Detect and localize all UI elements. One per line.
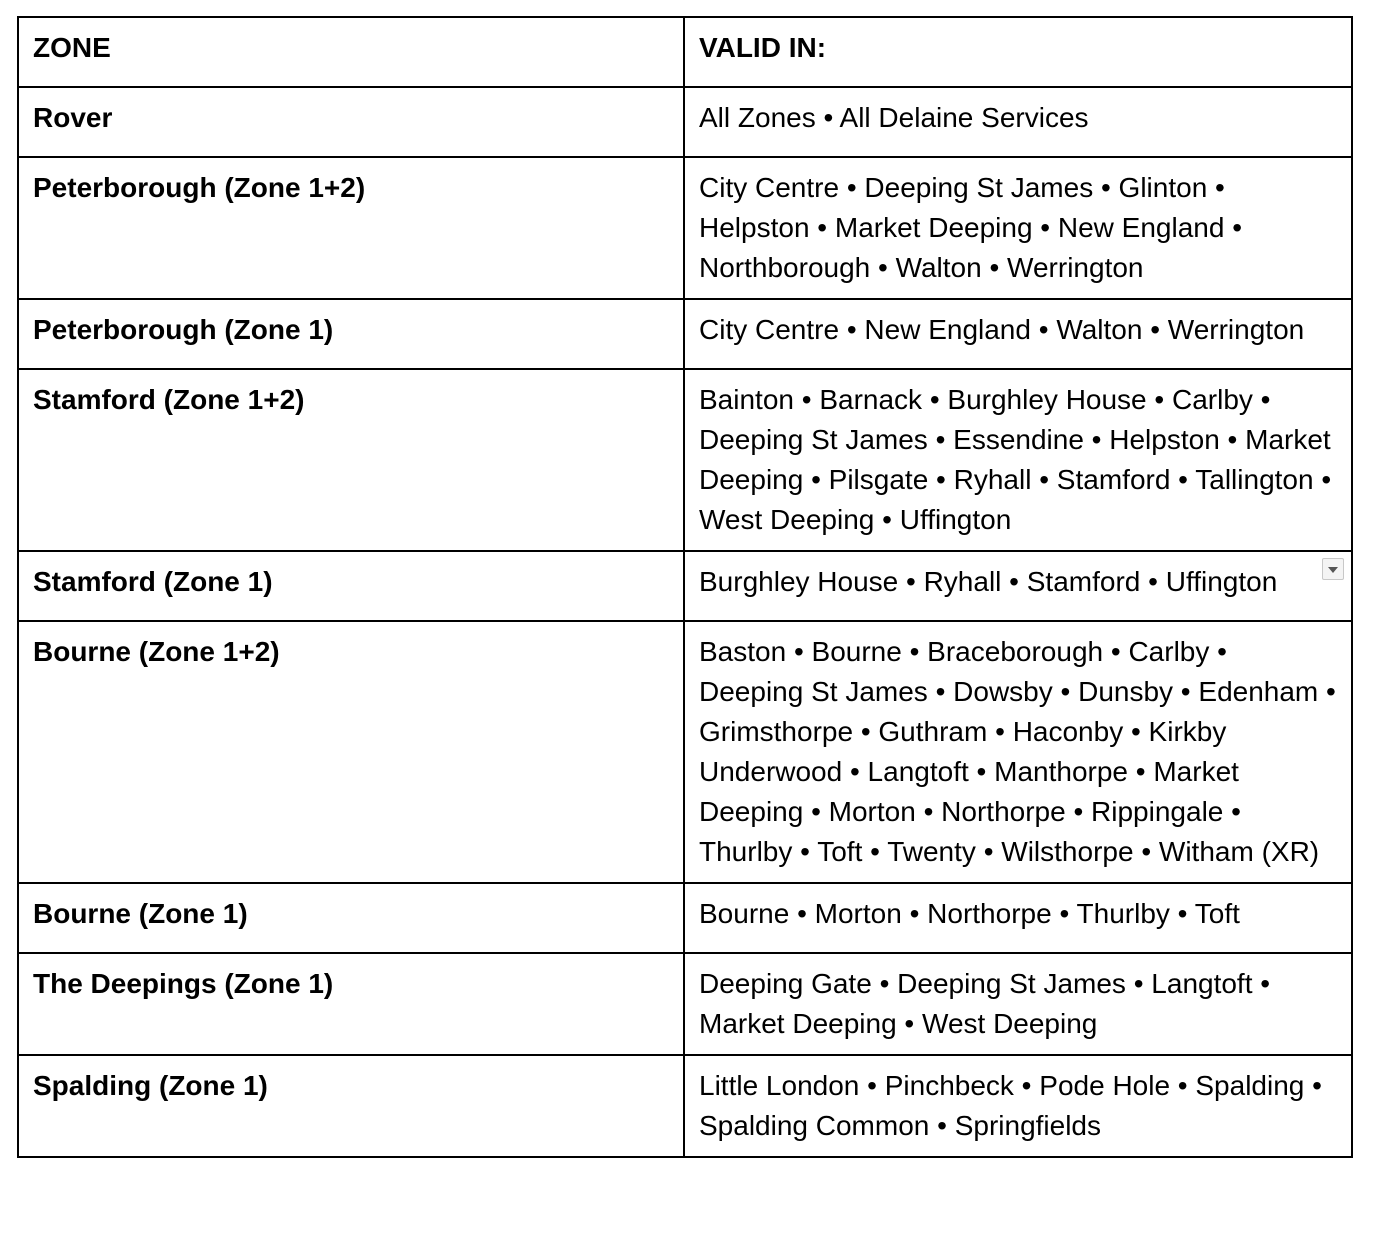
zone-name: Spalding (Zone 1)	[18, 1055, 684, 1157]
table-header-row	[18, 17, 1352, 87]
valid-in-cell: City Centre • Deeping St James • Glinton • Helpston • Market Deeping • New England • Northborough • Walton • Werrington	[684, 157, 1352, 299]
zone-name: Stamford (Zone 1+2)	[18, 369, 684, 551]
header-valid-in: VALID IN:	[684, 17, 1352, 87]
zone-name: The Deepings (Zone 1)	[18, 953, 684, 1055]
header-zone: ZONE	[18, 17, 684, 87]
valid-in-cell: Little London • Pinchbeck • Pode Hole • Spalding • Spalding Common • Springfields	[684, 1055, 1352, 1157]
table-row	[18, 953, 1352, 1055]
zone-name: Stamford (Zone 1)	[18, 551, 684, 621]
table-row	[18, 87, 1352, 157]
chevron-down-icon[interactable]	[1322, 558, 1344, 580]
table-row	[18, 883, 1352, 953]
table-row	[18, 621, 1352, 883]
table-row	[18, 369, 1352, 551]
valid-in-cell: Deeping Gate • Deeping St James • Langtoft • Market Deeping • West Deeping	[684, 953, 1352, 1055]
valid-in-cell: City Centre • New England • Walton • Werrington	[684, 299, 1352, 369]
zone-name: Bourne (Zone 1)	[18, 883, 684, 953]
valid-in-cell: Bourne • Morton • Northorpe • Thurlby • Toft	[684, 883, 1352, 953]
valid-in-cell: All Zones • All Delaine Services	[684, 87, 1352, 157]
zone-name: Rover	[18, 87, 684, 157]
table-row	[18, 157, 1352, 299]
table-row	[18, 1055, 1352, 1157]
table-row	[18, 551, 1352, 621]
zone-name: Bourne (Zone 1+2)	[18, 621, 684, 883]
zone-name: Peterborough (Zone 1+2)	[18, 157, 684, 299]
valid-in-cell	[684, 551, 1352, 621]
valid-in-text: Burghley House • Ryhall • Stamford • Uffington	[699, 566, 1278, 597]
valid-in-cell: Baston • Bourne • Braceborough • Carlby • Deeping St James • Dowsby • Dunsby • Edenham • Grimsthorpe • Guthram • Haconby • Kirkby Underwood • Langtoft • Manthorpe • Market Deeping • Morton • Northorpe • Rippingale • Thurlby • Toft • Twenty • Wilsthorpe • Witham (XR)	[684, 621, 1352, 883]
table-row	[18, 299, 1352, 369]
zone-name: Peterborough (Zone 1)	[18, 299, 684, 369]
zone-table	[17, 16, 1353, 1158]
valid-in-cell: Bainton • Barnack • Burghley House • Carlby • Deeping St James • Essendine • Helpston • Market Deeping • Pilsgate • Ryhall • Stamford • Tallington • West Deeping • Uffington	[684, 369, 1352, 551]
